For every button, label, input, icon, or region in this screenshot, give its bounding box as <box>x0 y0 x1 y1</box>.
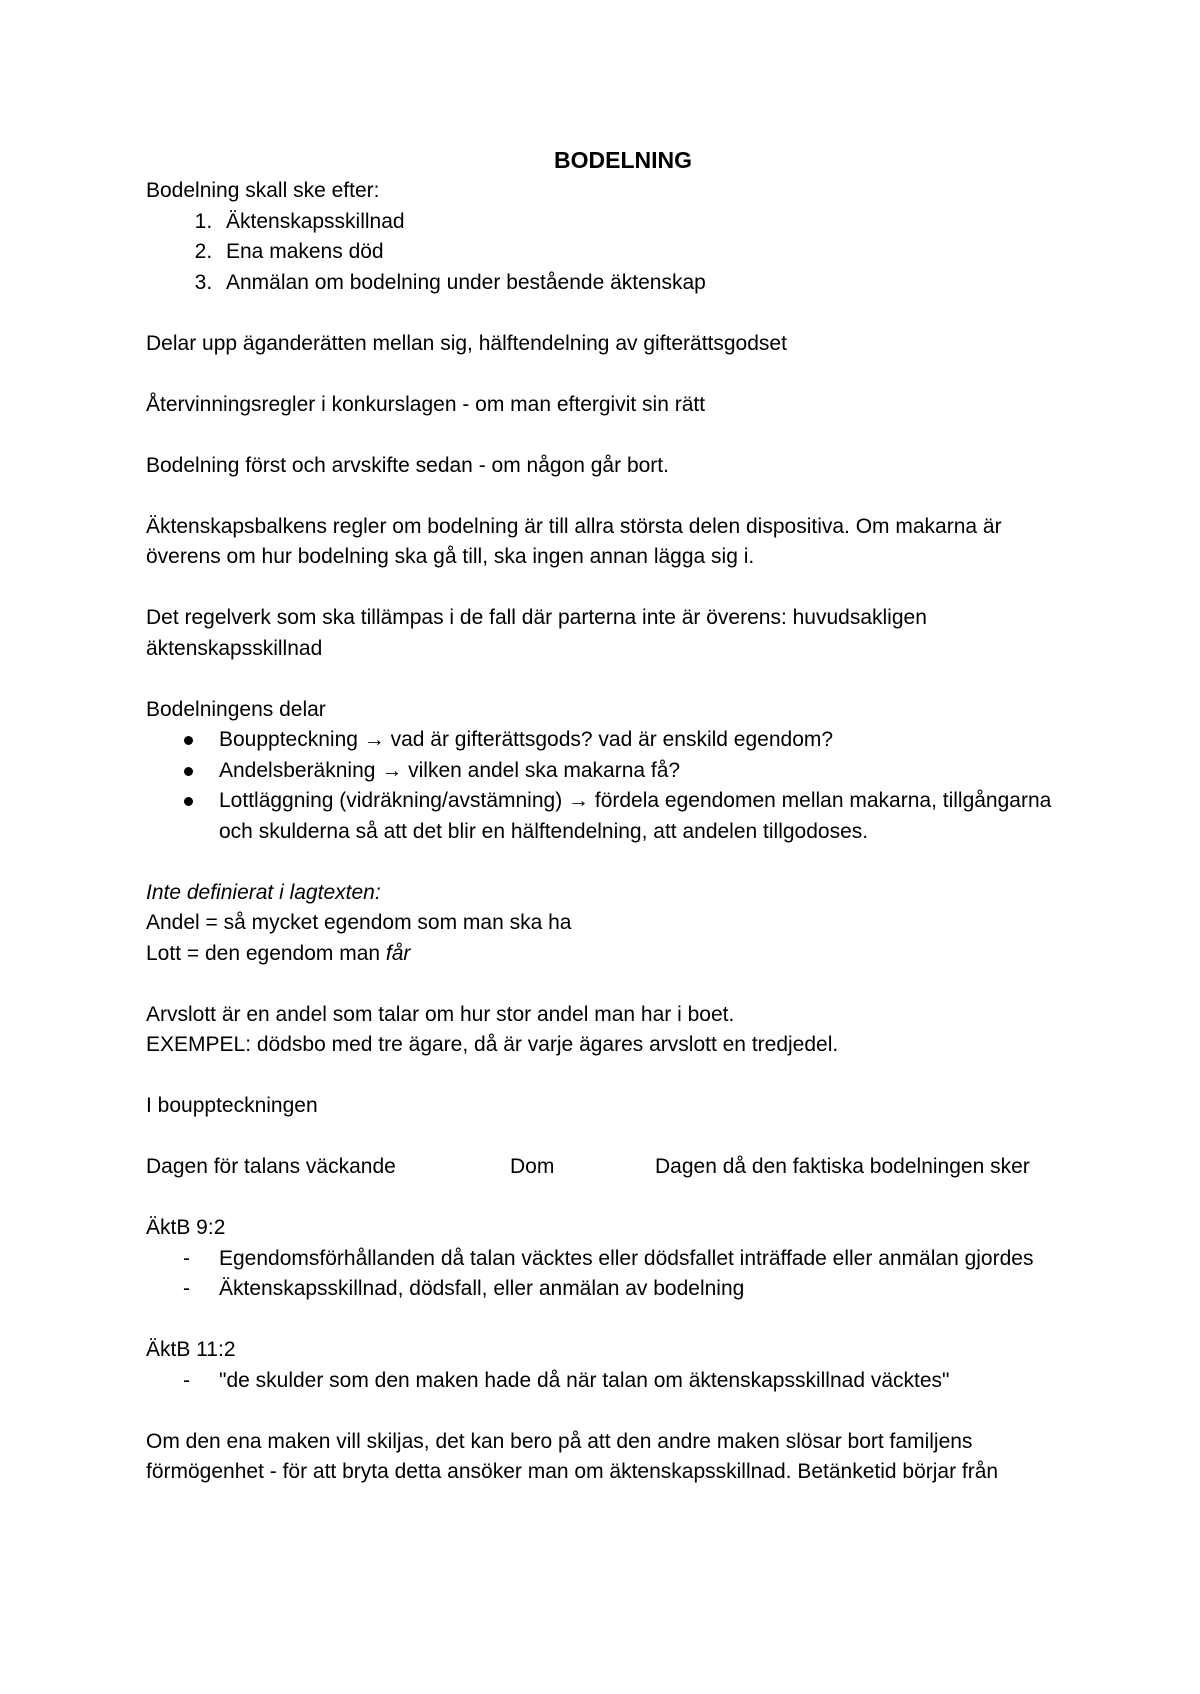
aktb-11-2-list <box>146 1366 1066 1397</box>
timeline-division: Dagen då den faktiska bodelningen sker <box>655 1155 1030 1178</box>
paragraph-bouppteckningen: I bouppteckningen <box>146 1094 318 1117</box>
list-item-text: Egendomsförhållanden då talan väcktes eller dödsfallet inträffade eller anmälan gjordes <box>219 1246 1034 1270</box>
definition-lott-text: Lott = den egendom man <box>146 941 386 965</box>
timeline-row <box>146 1152 1066 1183</box>
paragraph-recovery-rules: Återvinningsregler i konkurslagen - om man eftergivit sin rätt <box>146 392 706 416</box>
definition-lott <box>146 939 1066 970</box>
bullet-icon <box>184 797 193 806</box>
definition-lott-emphasis: får <box>385 941 411 965</box>
aktb-9-2-heading: ÄktB 9:2 <box>146 1216 226 1239</box>
list-item-text: Bouppteckning → vad är gifterättsgods? vad är enskild egendom? <box>219 728 834 751</box>
parts-list <box>146 725 1066 847</box>
list-item <box>146 1366 1066 1397</box>
dash-icon: - <box>183 1368 190 1392</box>
list-item-text: Lottläggning (vidräkning/avstämning) → fördela egendomen mellan makarna, tillgångarna och skulderna så att det blir en hälftendelning, att andelen tillgodoses. <box>219 789 1052 843</box>
document-body <box>146 144 1066 1488</box>
dash-icon: - <box>183 1246 190 1270</box>
definitions-heading: Inte definierat i lagtexten: <box>146 880 381 904</box>
list-item-text: "de skulder som den maken hade då när talan om äktenskapsskillnad väcktes" <box>219 1368 950 1392</box>
page-title: BODELNING <box>554 147 692 173</box>
list-item <box>146 756 1066 787</box>
reasons-list <box>146 207 1066 299</box>
list-item: 2. Ena makens död <box>218 237 1066 268</box>
list-item: 1. Äktenskapsskillnad <box>218 207 1066 238</box>
paragraph-dispositive: Äktenskapsbalkens regler om bodelning är till allra största delen dispositiva. Om makarna är överens om hur bodelning ska gå till, ska ingen annan lägga sig i. <box>146 514 1002 568</box>
parts-heading: Bodelningens delar <box>146 697 326 721</box>
paragraph-ownership: Delar upp äganderätten mellan sig, hälftendelning av gifterättsgodset <box>146 331 787 355</box>
list-item <box>146 786 1066 847</box>
aktb-9-2-list <box>146 1244 1066 1305</box>
intro-text: Bodelning skall ske efter: <box>146 179 380 202</box>
timeline-judgment: Dom <box>510 1155 555 1178</box>
paragraph-divorce: Om den ena maken vill skiljas, det kan bero på att den andre maken slösar bort familjens förmögenhet - för att bryta detta ansöker man om äktenskapsskillnad. Betänketid börjar från <box>146 1429 999 1483</box>
list-item <box>146 1244 1066 1275</box>
list-item <box>146 725 1066 756</box>
list-item <box>146 1274 1066 1305</box>
paragraph-example: EXEMPEL: dödsbo med tre ägare, då är varje ägares arvslott en tredjedel. <box>146 1033 839 1056</box>
paragraph-rules-applied: Det regelverk som ska tillämpas i de fall där parterna inte är överens: huvudsakligen äktenskapsskillnad <box>146 606 927 660</box>
list-item: 3. Anmälan om bodelning under bestående äktenskap <box>218 268 1066 299</box>
list-item-text: Andelsberäkning → vilken andel ska makarna få? <box>219 758 681 782</box>
timeline-start: Dagen för talans väckande <box>146 1155 396 1178</box>
list-item-text: Äktenskapsskillnad, dödsfall, eller anmälan av bodelning <box>219 1277 745 1300</box>
aktb-11-2-heading: ÄktB 11:2 <box>146 1338 236 1361</box>
definition-andel: Andel = så mycket egendom som man ska ha <box>146 911 572 934</box>
dash-icon: - <box>183 1277 190 1300</box>
paragraph-order: Bodelning först och arvskifte sedan - om någon går bort. <box>146 453 669 477</box>
paragraph-arvslott: Arvslott är en andel som talar om hur stor andel man har i boet. <box>146 1002 735 1026</box>
bullet-icon <box>184 736 193 745</box>
bullet-icon <box>184 767 193 776</box>
